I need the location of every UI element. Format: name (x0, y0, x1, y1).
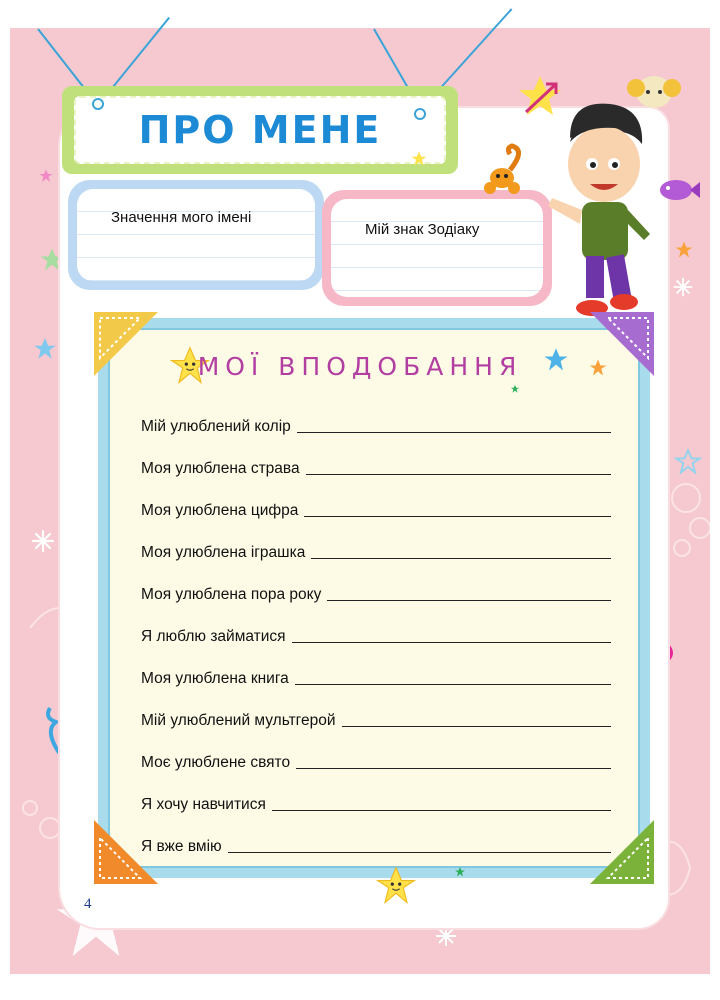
preference-label: Я вже вмію (141, 838, 222, 855)
answer-line[interactable] (272, 810, 611, 811)
preference-row[interactable] (141, 414, 611, 436)
answer-line[interactable] (296, 768, 611, 769)
preference-row[interactable] (141, 708, 611, 730)
zodiac-writing-area[interactable] (331, 199, 543, 297)
star-icon (410, 150, 428, 168)
answer-line[interactable] (327, 600, 611, 601)
preference-row[interactable] (141, 498, 611, 520)
star-icon (674, 448, 702, 476)
answer-line[interactable] (342, 726, 611, 727)
preference-row[interactable] (141, 666, 611, 688)
preference-label: Моя улюблена книга (141, 670, 289, 687)
preference-label: Моя улюблена страва (141, 460, 300, 477)
preference-label: Моя улюблена пора року (141, 586, 322, 603)
title-panel (74, 96, 446, 164)
name-meaning-writing-area[interactable] (77, 189, 315, 281)
page-title: ПРО МЕНЕ (138, 108, 382, 152)
preference-row[interactable] (141, 834, 611, 856)
answer-line[interactable] (297, 432, 611, 433)
preference-row[interactable] (141, 540, 611, 562)
name-meaning-label: Значення мого імені (111, 209, 252, 226)
star-icon (30, 528, 56, 554)
boy-illustration (548, 98, 660, 324)
preference-label: Моє улюблене свято (141, 754, 291, 771)
preference-label: Моя улюблена цифра (141, 502, 299, 519)
name-meaning-card[interactable] (68, 180, 324, 290)
star-icon (672, 276, 694, 298)
preference-label: Моя улюблена іграшка (141, 544, 306, 561)
star-icon (674, 240, 694, 260)
title-board (62, 86, 458, 174)
preferences-heading: МОЇ ВПОДОБАННЯ (197, 352, 523, 381)
pin (414, 108, 426, 120)
answer-line[interactable] (228, 852, 611, 853)
star-icon (38, 168, 54, 184)
preference-row[interactable] (141, 792, 611, 814)
preference-label: Я хочу навчитися (141, 796, 266, 813)
answer-line[interactable] (311, 558, 611, 559)
preference-row[interactable] (141, 456, 611, 478)
preference-label: Я люблю займатися (141, 628, 286, 645)
preference-row[interactable] (141, 582, 611, 604)
star-icon (510, 384, 520, 394)
scorpio-icon (470, 140, 534, 204)
answer-line[interactable] (295, 684, 611, 685)
answer-line[interactable] (292, 642, 611, 643)
answer-line[interactable] (304, 516, 611, 517)
preference-row[interactable] (141, 750, 611, 772)
answer-line[interactable] (306, 474, 611, 475)
star-icon (454, 866, 466, 878)
pin (92, 98, 104, 110)
preference-label: Мій улюблений мультгерой (141, 712, 336, 729)
zodiac-card[interactable] (322, 190, 552, 306)
zodiac-label: Мій знак Зодіаку (365, 221, 480, 238)
smiling-star-icon (374, 864, 418, 908)
page-number: 4 (84, 896, 92, 912)
preference-row[interactable] (141, 624, 611, 646)
preference-label: Мій улюблений колір (141, 418, 291, 435)
